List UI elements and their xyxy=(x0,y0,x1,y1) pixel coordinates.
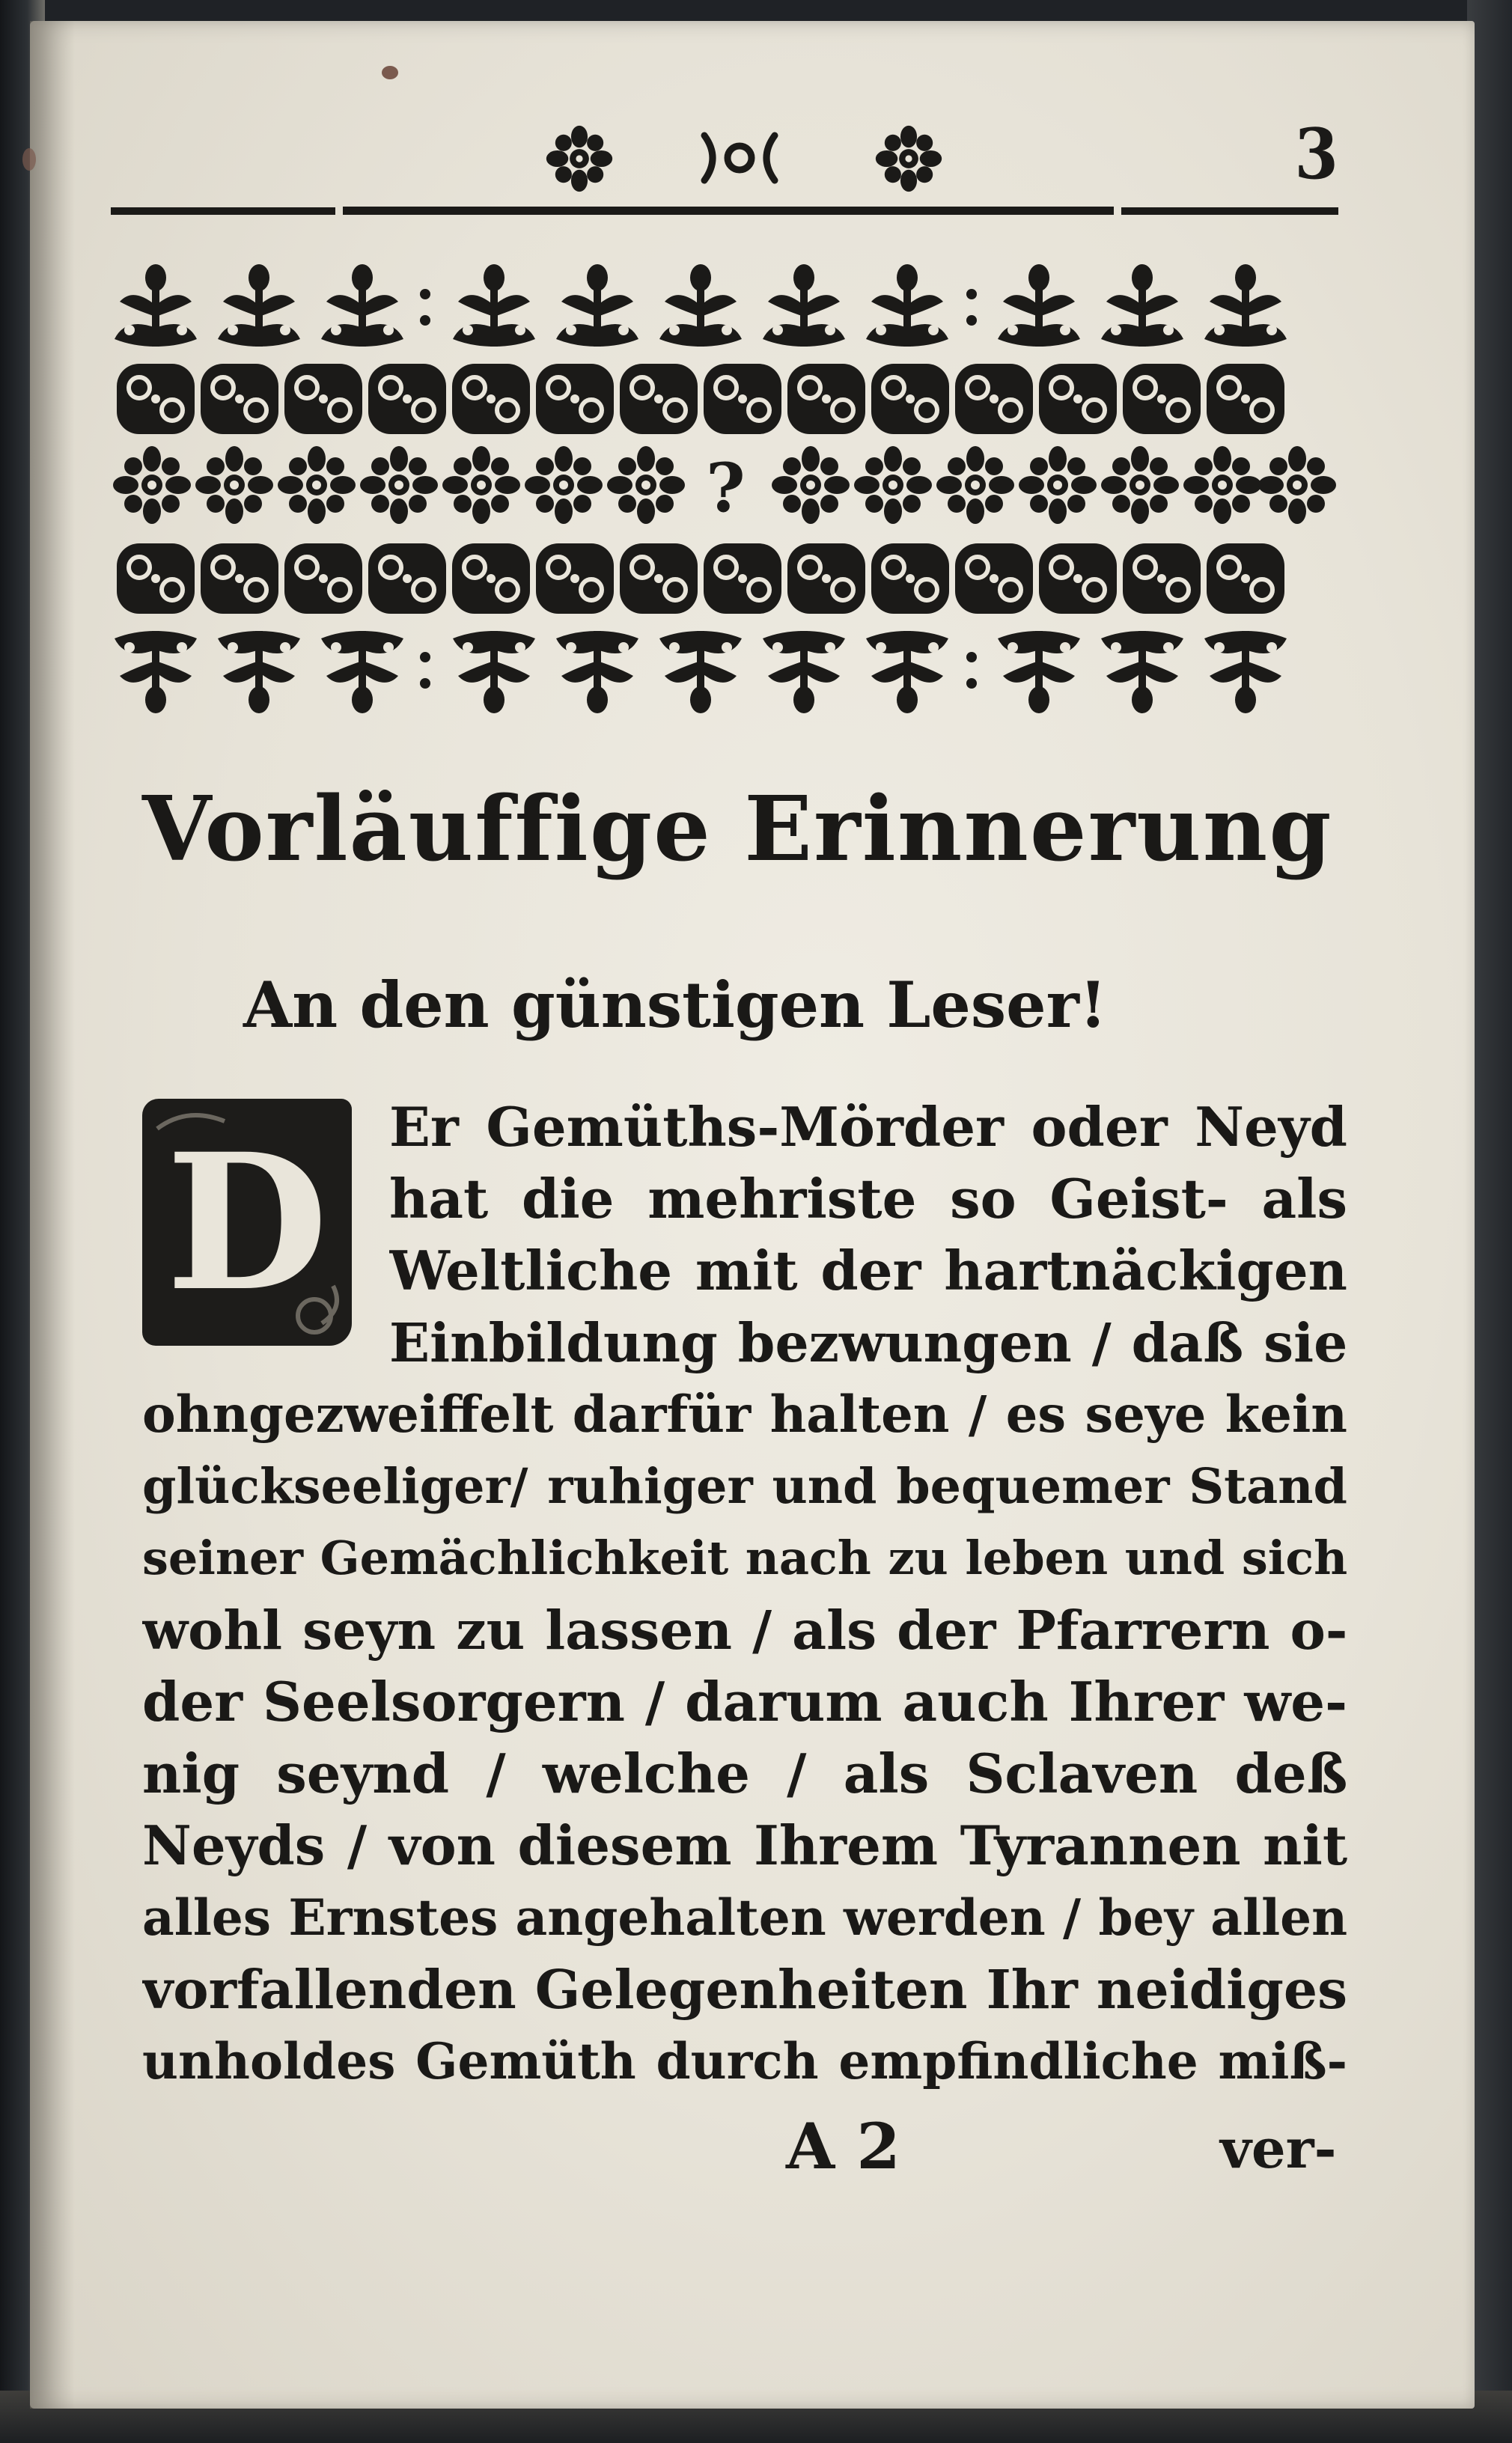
ornament-row-scrolls-lower xyxy=(117,543,1284,614)
body-line: unholdes Gemüth durch empfindliche miß- xyxy=(142,2032,1347,2090)
head-ornaments xyxy=(545,117,1009,199)
catchword: ver- xyxy=(1220,2117,1337,2180)
rosette-icon xyxy=(874,124,943,193)
body-line: der Seelsorgern / darum auch Ihrer we- xyxy=(142,1670,1347,1733)
body-line: seiner Gemächlichkeit nach zu leben und sich xyxy=(142,1531,1347,1585)
ornament-row-scrolls xyxy=(117,364,1284,434)
svg-text:?: ? xyxy=(706,448,746,528)
signature-mark: A 2 xyxy=(786,2109,900,2183)
body-line: glückseeliger/ ruhiger und bequemer Stand xyxy=(142,1458,1347,1515)
page-number: 3 xyxy=(1294,113,1338,195)
ornament-row-fleurons-up xyxy=(115,264,1287,347)
paper-stain xyxy=(22,148,36,171)
body-line: Einbildung bezwungen / daß sie xyxy=(389,1311,1347,1374)
body-line: nig seynd / welche / als Sclaven deß xyxy=(142,1742,1347,1805)
ornament-row-fleurons-down xyxy=(115,631,1287,713)
body-line: Er Gemüths-Mörder oder Neyd xyxy=(389,1095,1347,1159)
ornament-row-rosettes xyxy=(113,446,1336,528)
body-line: alles Ernstes angehalten werden / bey allen xyxy=(142,1888,1347,1947)
book-page xyxy=(30,21,1475,2409)
body-line: wohl seyn zu lassen / als der Pfarrern o- xyxy=(142,1599,1347,1662)
ornament-band xyxy=(111,260,1338,717)
page-title: Vorläuffige Erinnerung xyxy=(142,777,1333,882)
rosette-icon xyxy=(545,124,614,193)
center-ornament-icon xyxy=(691,121,788,195)
running-head xyxy=(111,109,1338,222)
paper-stain xyxy=(382,66,398,79)
body-line: hat die mehriste so Geist- als xyxy=(389,1167,1347,1230)
drop-cap-letter: D xyxy=(165,1112,329,1332)
body-line: ohngezweiffelt darfür halten / es seye kein xyxy=(142,1385,1347,1444)
body-line: Weltliche mit der hartnäckigen xyxy=(389,1239,1347,1302)
page-subtitle: An den günstigen Leser! xyxy=(243,968,1107,1042)
body-line: Neyds / von diesem Ihrem Tyrannen nit xyxy=(142,1814,1347,1877)
page-gutter-shadow xyxy=(30,21,75,2409)
body-text xyxy=(142,1091,1347,2139)
body-line: vorfallenden Gelegenheiten Ihr neidiges xyxy=(142,1958,1347,2021)
head-rule xyxy=(111,205,1338,217)
